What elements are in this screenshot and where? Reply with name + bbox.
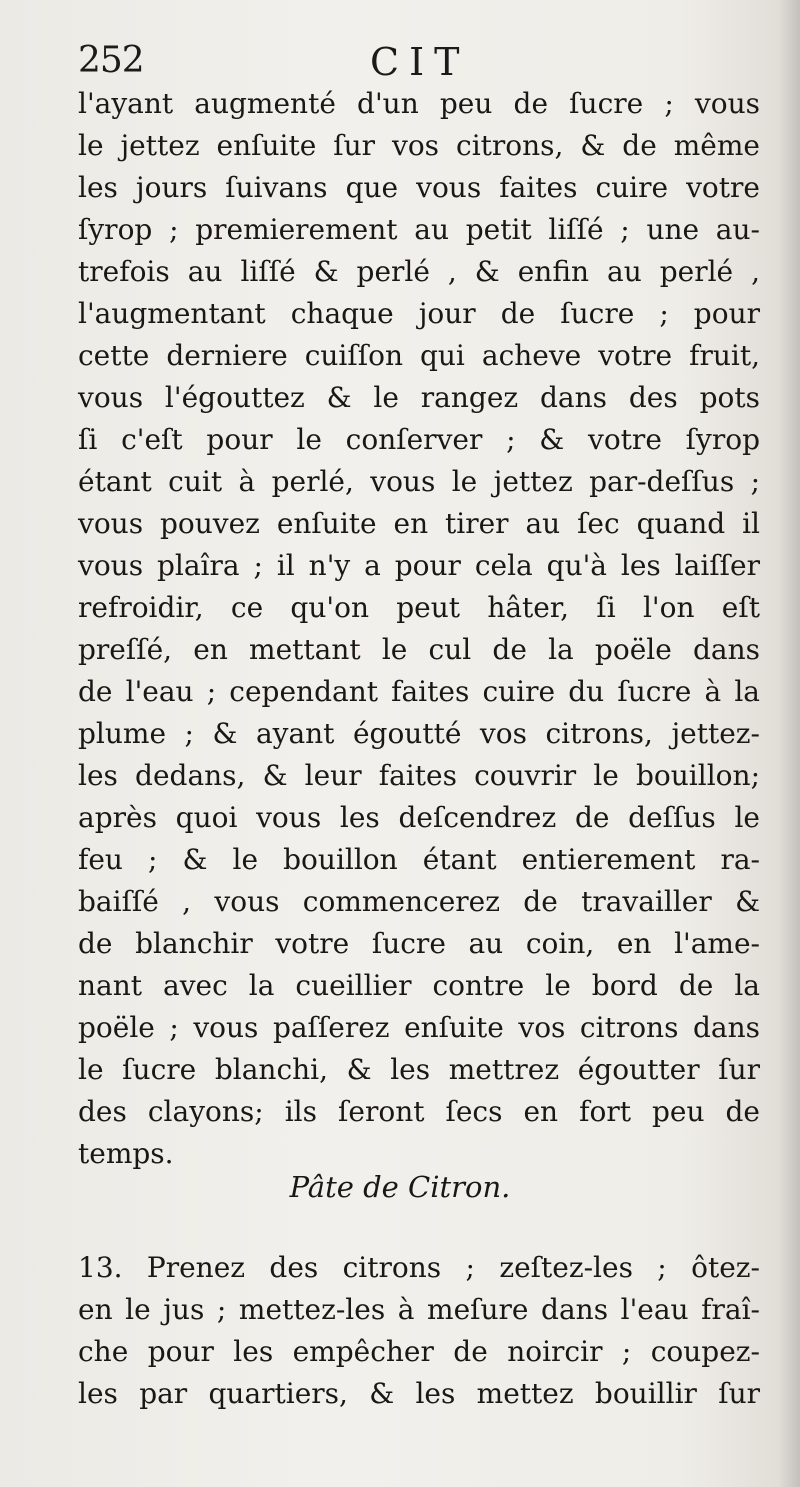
text-line: vous plaîra ; il n'y a pour cela qu'à les laiſſer [78, 549, 760, 582]
text-line: plume ; & ayant égoutté vos citrons, jettez- [78, 717, 760, 750]
text-line: trefois au liſſé & perlé , & enfin au perlé , [78, 255, 760, 288]
text-line: des clayons; ils ſeront ſecs en fort peu de [78, 1095, 760, 1128]
text-line: refroidir, ce qu'on peut hâter, ſi l'on eſt [78, 591, 760, 624]
paragraph-2 [78, 1247, 760, 1415]
text-line: che pour les empêcher de noircir ; coupez- [78, 1335, 760, 1368]
page-number: 252 [78, 40, 144, 81]
text-line: après quoi vous les deſcendrez de deſſus le [78, 801, 760, 834]
text-line: nant avec la cueillier contre le bord de la [78, 969, 760, 1002]
paragraph-1 [78, 83, 760, 1175]
text-line: l'augmentant chaque jour de ſucre ; pour [78, 297, 760, 330]
text-line: l'ayant augmenté d'un peu de ſucre ; vous [78, 87, 760, 120]
text-line: preſſé, en mettant le cul de la poële dans [78, 633, 760, 666]
text-line: vous l'égouttez & le rangez dans des pots [78, 381, 760, 414]
text-line: les dedans, & leur faites couvrir le bouillon; [78, 759, 760, 792]
text-line: de blanchir votre ſucre au coin, en l'ame- [78, 927, 760, 960]
text-line: de l'eau ; cependant faites cuire du ſucre à la [78, 675, 760, 708]
text-line: le ſucre blanchi, & les mettrez égoutter ſur [78, 1053, 760, 1086]
text-line: les par quartiers, & les mettez bouillir ſur [78, 1377, 760, 1410]
text-line: le jettez enſuite ſur vos citrons, & de même [78, 129, 760, 162]
text-line: en le jus ; mettez-les à meſure dans l'eau fraî- [78, 1293, 760, 1326]
section-heading: Pâte de Citron. [289, 1170, 511, 1204]
running-head: CIT [370, 40, 470, 84]
page-header [78, 40, 758, 88]
text-line: poële ; vous paſſerez enſuite vos citrons dans [78, 1011, 760, 1044]
text-line: 13. Prenez des citrons ; zeſtez-les ; ôtez- [78, 1251, 760, 1284]
text-line: feu ; & le bouillon étant entierement ra- [78, 843, 760, 876]
text-line: les jours ſuivans que vous faites cuire votre [78, 171, 760, 204]
page-edge-shadow [778, 0, 800, 1487]
text-line: temps. [78, 1137, 174, 1170]
text-line: ſyrop ; premierement au petit liſſé ; une au- [78, 213, 760, 246]
text-line: cette derniere cuiſſon qui acheve votre fruit, [78, 339, 760, 372]
text-line: vous pouvez enſuite en tirer au ſec quand il [78, 507, 760, 540]
text-line: baiſſé , vous commencerez de travailler & [78, 885, 760, 918]
text-line: étant cuit à perlé, vous le jettez par-deſſus ; [78, 465, 760, 498]
text-line: ſi c'eſt pour le conſerver ; & votre ſyrop [78, 423, 760, 456]
